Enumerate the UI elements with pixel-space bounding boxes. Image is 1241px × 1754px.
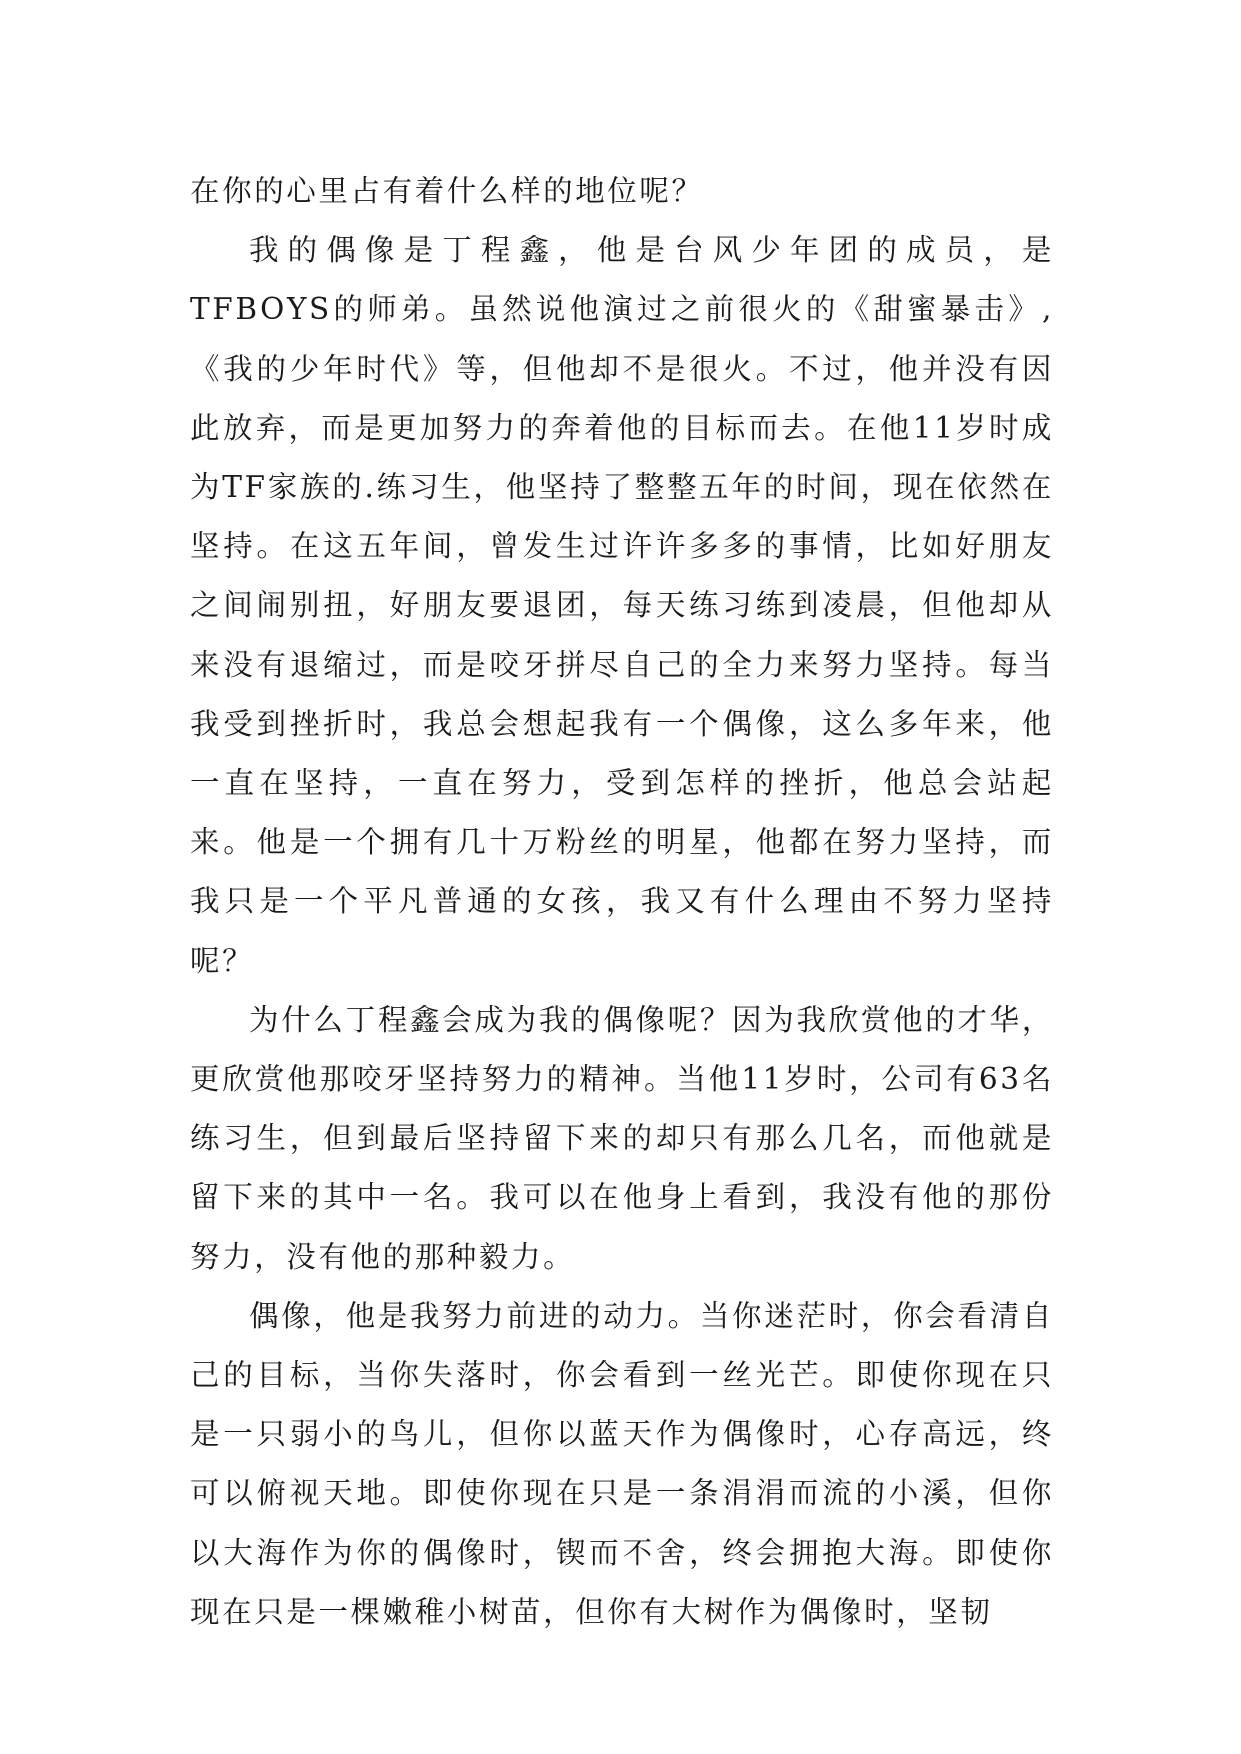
document-body <box>190 162 1054 1642</box>
paragraph-4: 偶像，他是我努力前进的动力。当你迷茫时，你会看清自己的目标，当你失落时，你会看到一丝光芒。即使你现在只是一只弱小的鸟儿，但你以蓝天作为偶像时，心存高远，终可以俯视天地。即使你现在只是一条涓涓而流的小溪，但你以大海作为你的偶像时，锲而不舍，终会拥抱大海。即使你现在只是一棵嫩稚小树苗，但你有大树作为偶像时，坚韧 <box>190 1298 1054 1629</box>
paragraph-1: 在你的心里占有着什么样的地位呢？ <box>190 174 704 208</box>
paragraph-2: 我的偶像是丁程鑫，他是台风少年团的成员，是TFBOYS的师弟。虽然说他演过之前很火的《甜蜜暴击》,《我的少年时代》等，但他却不是很火。不过，他并没有因此放弃，而是更加努力的奔着他的目标而去。在他11岁时成为TF家族的.练习生，他坚持了整整五年的时间，现在依然在坚持。在这五年间，曾发生过许许多多的事情，比如好朋友之间闹别扭，好朋友要退团，每天练习练到凌晨，但他却从来没有退缩过，而是咬牙拼尽自己的全力来努力坚持。每当我受到挫折时，我总会想起我有一个偶像，这么多年来，他一直在坚持，一直在努力，受到怎样的挫折，他总会站起来。他是一个拥有几十万粉丝的明星，他都在努力坚持，而我只是一个平凡普通的女孩，我又有什么理由不努力坚持呢？ <box>190 233 1054 978</box>
paragraph-3: 为什么丁程鑫会成为我的偶像呢？因为我欣赏他的才华，更欣赏他那咬牙坚持努力的精神。当他11岁时，公司有63名练习生，但到最后坚持留下来的却只有那么几名，而他就是留下来的其中一名。我可以在他身上看到，我没有他的那份努力，没有他的那种毅力。 <box>190 1002 1054 1274</box>
